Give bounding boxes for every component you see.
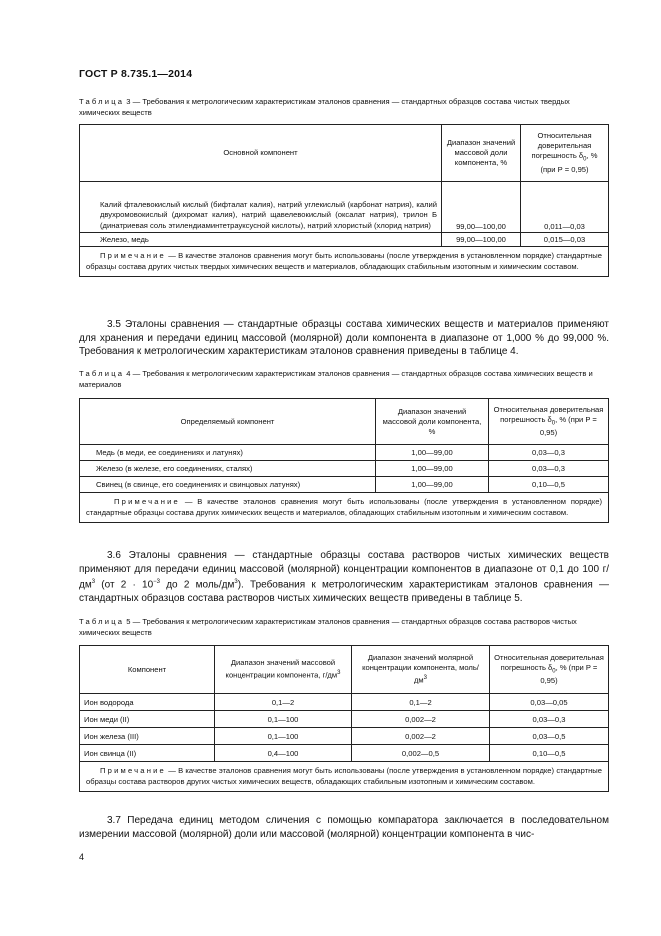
table-row: Медь (в меди, ее соединениях и латунях) 1,00—99,00 0,03—0,3 xyxy=(80,445,609,461)
table5-note: Примечание — В качестве эталонов сравнения могут быть использованы (после утверждения в установленном порядке) стандартные образцы состава растворов других чистых химических веществ, обладающих стабильным изотопным и химическим составом. xyxy=(80,762,609,792)
table3-caption: Таблица 3 — Требования к метрологическим характеристикам эталонов сравнения — стандартных образцов состава чистых твердых химических веществ xyxy=(79,97,570,117)
document-header: ГОСТ Р 8.735.1—2014 xyxy=(79,68,193,80)
table-row: Ион свинца (II) 0,4—100 0,002—0,5 0,10—0,5 xyxy=(80,745,609,762)
table5-header-component: Компонент xyxy=(80,646,215,694)
table-row: Калий фталевокислый кислый (бифталат калия), натрий углекислый (карбонат натрия), калий двухромовокислый (дихромат калия), натрий щавелевокислый (оксалат натрия), трилон Б (динатриевая соль этилендиаминтетрауксусной кислоты), натрий хлористый (хлорид натрия) 99,00—100,00 0,011—0,03 xyxy=(80,182,609,233)
table-row: Железо, медь 99,00—100,00 0,015—0,03 xyxy=(80,233,609,247)
table5-caption: Таблица 5 — Требования к метрологическим характеристикам эталонов сравнения — стандартных образцов состава растворов чистых химических веществ xyxy=(79,617,577,637)
table-row: Свинец (в свинце, его соединениях и свинцовых латунях) 1,00—99,00 0,10—0,5 xyxy=(80,477,609,493)
table4-header-range: Диапазон значений массовой доли компонента, % xyxy=(376,399,489,445)
table-row: Железо (в железе, его соединениях, сталях) 1,00—99,00 0,03—0,3 xyxy=(80,461,609,477)
table-row: Ион меди (II) 0,1—100 0,002—2 0,03—0,3 xyxy=(80,711,609,728)
table3-header-error: Относительная доверительная погрешность $\delta_0$, % (при P = 0,95) xyxy=(521,125,609,182)
table5 xyxy=(79,645,609,792)
table-row: Ион водорода 0,1—2 0,1—2 0,03—0,05 xyxy=(80,694,609,711)
table3-header-component: Основной компонент xyxy=(80,125,442,182)
paragraph-3-5: 3.5 Эталоны сравнения — стандартные образцы состава химических веществ и материалов применяют для хранения и передачи единиц массовой (молярной) доли компонента в диапазоне от 1,000 % до 99,000 %. Требования к метрологическим характеристикам эталонов сравнения приведены в таблице 4. xyxy=(79,319,609,358)
table3-header-range: Диапазон значений массовой доли компонента, % xyxy=(442,125,521,182)
paragraph-3-6: 3.6 Эталоны сравнения — стандартные образцы состава растворов чистых химических веществ применяют для передачи единиц массовой (молярной) концентрации компонентов в диапазоне от 0,1 до 100 $г/дм^3$ (от $2 \cdot 10^{-3}$ до 2 моль/$дм^3$). Требования к метрологическим характеристикам эталонов сравнения — стандартных образцов состава растворов чистых химических веществ приведены в таблице 5. xyxy=(79,550,610,605)
table5-header-molar: Диапазон значений молярной концентрации компонента, моль/$дм^3$ xyxy=(352,646,490,694)
table5-header-error: Относительная доверительная погрешность $\delta_0$, % (при P = 0,95) xyxy=(490,646,609,694)
page-number: 4 xyxy=(79,852,85,862)
table4 xyxy=(79,398,609,523)
table4-caption: Таблица 4 — Требования к метрологическим характеристикам эталонов сравнения — стандартных образцов состава химических веществ и материалов xyxy=(79,369,593,389)
table3-note: Примечание — В качестве эталонов сравнения могут быть использованы (после утверждения в установленном порядке) стандартные образцы состава других чистых твердых химических веществ и материалов, обладающих стабильным изотопным и химическим составом. xyxy=(80,247,609,277)
table4-header-component: Определяемый компонент xyxy=(80,399,376,445)
table3 xyxy=(79,124,609,277)
paragraph-3-7: 3.7 Передача единиц методом сличения с помощью компаратора заключается в последовательном измерении массовой (молярной) доли или массовой (молярной) концентрации компонента в чис- xyxy=(79,815,609,840)
table4-header-error: Относительная доверительная погрешность $\delta_0$, % (при P = 0,95) xyxy=(489,399,609,445)
table-row: Ион железа (III) 0,1—100 0,002—2 0,03—0,5 xyxy=(80,728,609,745)
table5-header-mass: Диапазон значений массовой концентрации компонента, $г/дм^3$ xyxy=(215,646,352,694)
table4-note: Примечание — В качестве эталонов сравнения могут быть использованы (после утверждения в установленном порядке) стандартные образцы состава других химических веществ и материалов, обладающих стабильным изотопным и химическим составом. xyxy=(80,493,609,523)
